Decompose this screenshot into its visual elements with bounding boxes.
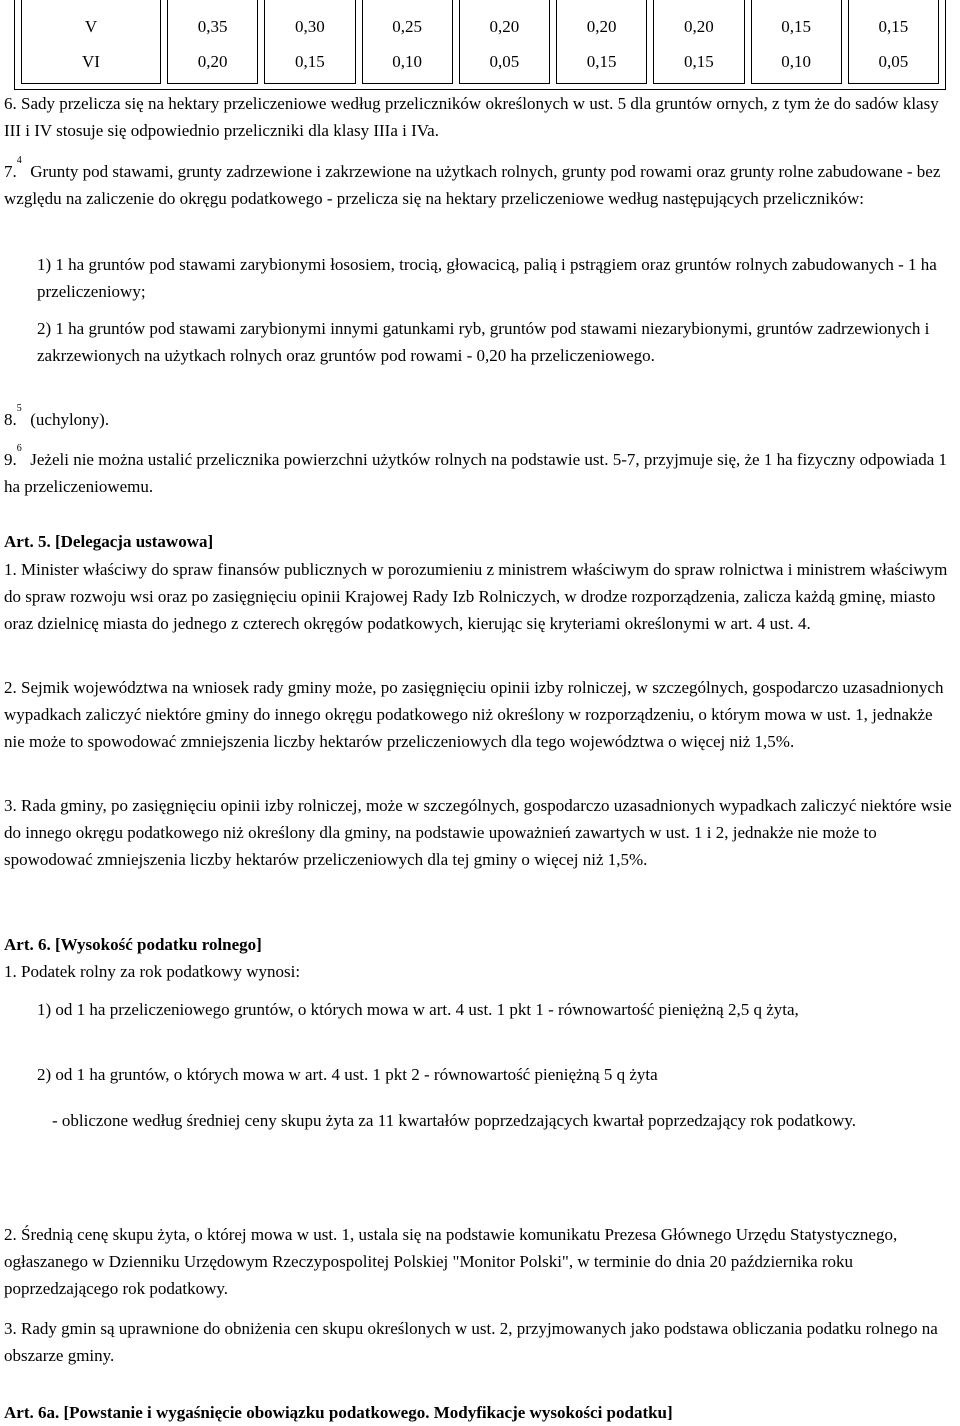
paragraph-number: 8. xyxy=(4,410,17,429)
article-5-heading: Art. 5. [Delegacja ustawowa] xyxy=(4,532,214,551)
table-cell: 0,10 xyxy=(781,52,811,71)
table-column xyxy=(459,0,550,84)
table-column xyxy=(264,0,355,84)
table-column xyxy=(653,0,744,84)
table-column xyxy=(362,0,453,84)
paragraph-7-point-2: 2) 1 ha gruntów pod stawami zarybionymi innymi gatunkami ryb, gruntów pod stawami niezarybionymi, gruntów zadrzewionych i zakrzewionych na użytkach rolnych oraz gruntów pod rowami - 0,20 ha przeliczeniowego. xyxy=(37,319,930,365)
article-6-paragraph-2: 2. Średnią cenę skupu żyta, o której mowa w ust. 1, ustala się na podstawie komunikatu Prezesa Głównego Urzędu Statystycznego, ogłaszanego w Dzienniku Urzędowym Rzeczypospolitej Polskiej "Monitor Polski", w terminie do dnia 20 października roku poprzedzającego rok podatkowy. xyxy=(4,1225,898,1298)
article-6-paragraph-1: 1. Podatek rolny za rok podatkowy wynosi: xyxy=(4,962,301,981)
table-cell: 0,15 xyxy=(781,17,811,36)
paragraph-number: 7. xyxy=(4,162,17,181)
table-column xyxy=(556,0,647,84)
article-6-note: - obliczone według średniej ceny skupu żyta za 11 kwartałów poprzedzających kwartał poprzedzający rok podatkowy. xyxy=(52,1111,857,1130)
footnote-marker: 5 xyxy=(16,403,22,415)
article-5-paragraph-1: 1. Minister właściwy do spraw finansów publicznych w porozumieniu z ministrem właściwym do spraw rolnictwa i ministrem właściwym do spraw rozwoju wsi oraz po zasięgnięciu opinii Krajowej Rady Izb Rolniczych, w drodze rozporządzenia, zalicza każdą gminę, miasto oraz dzielnicę miasta do jednego z czterech okręgów podatkowych, kierując się kryteriami określonymi w art. 4 ust. 4. xyxy=(4,560,948,633)
table-cell: 0,35 xyxy=(197,17,228,36)
table-cell: 0,15 xyxy=(586,52,617,71)
table-cell: 0,20 xyxy=(684,17,714,36)
paragraph-9 xyxy=(4,443,956,500)
article-5-paragraph-3: 3. Rada gminy, po zasięgnięciu opinii izby rolniczej, może w szczególnych, gospodarczo uzasadnionych wypadkach zaliczyć niektóre wsie do innego okręgu podatkowego niż określony dla gminy, na podstawie upoważnień zawartych w ust. 1 i 2, jednakże nie może to spowodować zmniejszenia liczby hektarów przeliczeniowych dla tej gminy o więcej niż 1,5%. xyxy=(4,796,952,869)
paragraph-number: 9. xyxy=(4,450,17,469)
table-column xyxy=(21,0,161,84)
paragraph-7 xyxy=(4,155,956,212)
table-cell: 0,05 xyxy=(489,52,520,71)
table-column xyxy=(751,0,842,84)
table-cell: 0,25 xyxy=(392,17,422,36)
article-6-heading: Art. 6. [Wysokość podatku rolnego] xyxy=(4,935,262,954)
footnote-marker: 4 xyxy=(16,155,22,167)
paragraph-text: (uchylony). xyxy=(30,410,110,429)
table-cell: 0,15 xyxy=(878,17,909,36)
table-cell: 0,30 xyxy=(295,17,325,36)
table-cell: 0,20 xyxy=(489,17,520,36)
paragraph-6: 6. Sady przelicza się na hektary przeliczeniowe według przeliczników określonych w ust. 5 dla gruntów ornych, z tym że do sadów klasy III i IV stosuje się odpowiednio przeliczniki dla klasy IIIa i IVa. xyxy=(4,94,939,140)
paragraph-8 xyxy=(4,403,956,433)
table-cell: 0,20 xyxy=(197,52,228,71)
footnote-marker: 6 xyxy=(16,443,22,455)
conversion-table xyxy=(14,0,946,90)
table-cell: 0,15 xyxy=(684,52,714,71)
table-cell: VI xyxy=(82,52,100,71)
article-6-point-2: 2) od 1 ha gruntów, o których mowa w art. 4 ust. 1 pkt 2 - równowartość pieniężną 5 q żyta xyxy=(37,1065,658,1084)
article-6a-heading: Art. 6a. [Powstanie i wygaśnięcie obowiązku podatkowego. Modyfikacje wysokości podatku] xyxy=(4,1403,673,1422)
table-cell: 0,15 xyxy=(295,52,325,71)
table-cell: 0,20 xyxy=(586,17,617,36)
paragraph-text: Grunty pod stawami, grunty zadrzewione i zakrzewione na użytkach rolnych, grunty pod rowami oraz grunty rolne zabudowane - bez względu na zaliczenie do okręgu podatkowego - przelicza się na hektary przeliczeniowe według następujących przeliczników: xyxy=(4,162,941,208)
table-column xyxy=(848,0,939,84)
table-cell: 0,10 xyxy=(392,52,422,71)
table-cell: 0,05 xyxy=(878,52,909,71)
article-6-paragraph-3: 3. Rady gmin są uprawnione do obniżenia cen skupu określonych w ust. 2, przyjmowanych jako podstawa obliczania podatku rolnego na obszarze gminy. xyxy=(4,1319,938,1365)
paragraph-text: Jeżeli nie można ustalić przelicznika powierzchni użytków rolnych na podstawie ust. 5-7, przyjmuje się, że 1 ha fizyczny odpowiada 1 ha przeliczeniowemu. xyxy=(4,450,947,496)
paragraph-7-point-1: 1) 1 ha gruntów pod stawami zarybionymi łososiem, trocią, głowacicą, palią i pstrągiem oraz gruntów rolnych zabudowanych - 1 ha przeliczeniowy; xyxy=(37,255,937,301)
table-cell: V xyxy=(84,17,98,36)
article-5-paragraph-2: 2. Sejmik województwa na wniosek rady gminy może, po zasięgnięciu opinii izby rolniczej, w szczególnych, gospodarczo uzasadnionych wypadkach zaliczyć niektóre gminy do innego okręgu podatkowego niż określony w rozporządzeniu, o którym mowa w ust. 1, jednakże nie może to spowodować zmniejszenia liczby hektarów przeliczeniowych dla tego województwa o więcej niż 1,5%. xyxy=(4,678,944,751)
article-6-point-1: 1) od 1 ha przeliczeniowego gruntów, o których mowa w art. 4 ust. 1 pkt 1 - równowartość pieniężną 2,5 q żyta, xyxy=(37,1000,799,1019)
table-column xyxy=(167,0,258,84)
